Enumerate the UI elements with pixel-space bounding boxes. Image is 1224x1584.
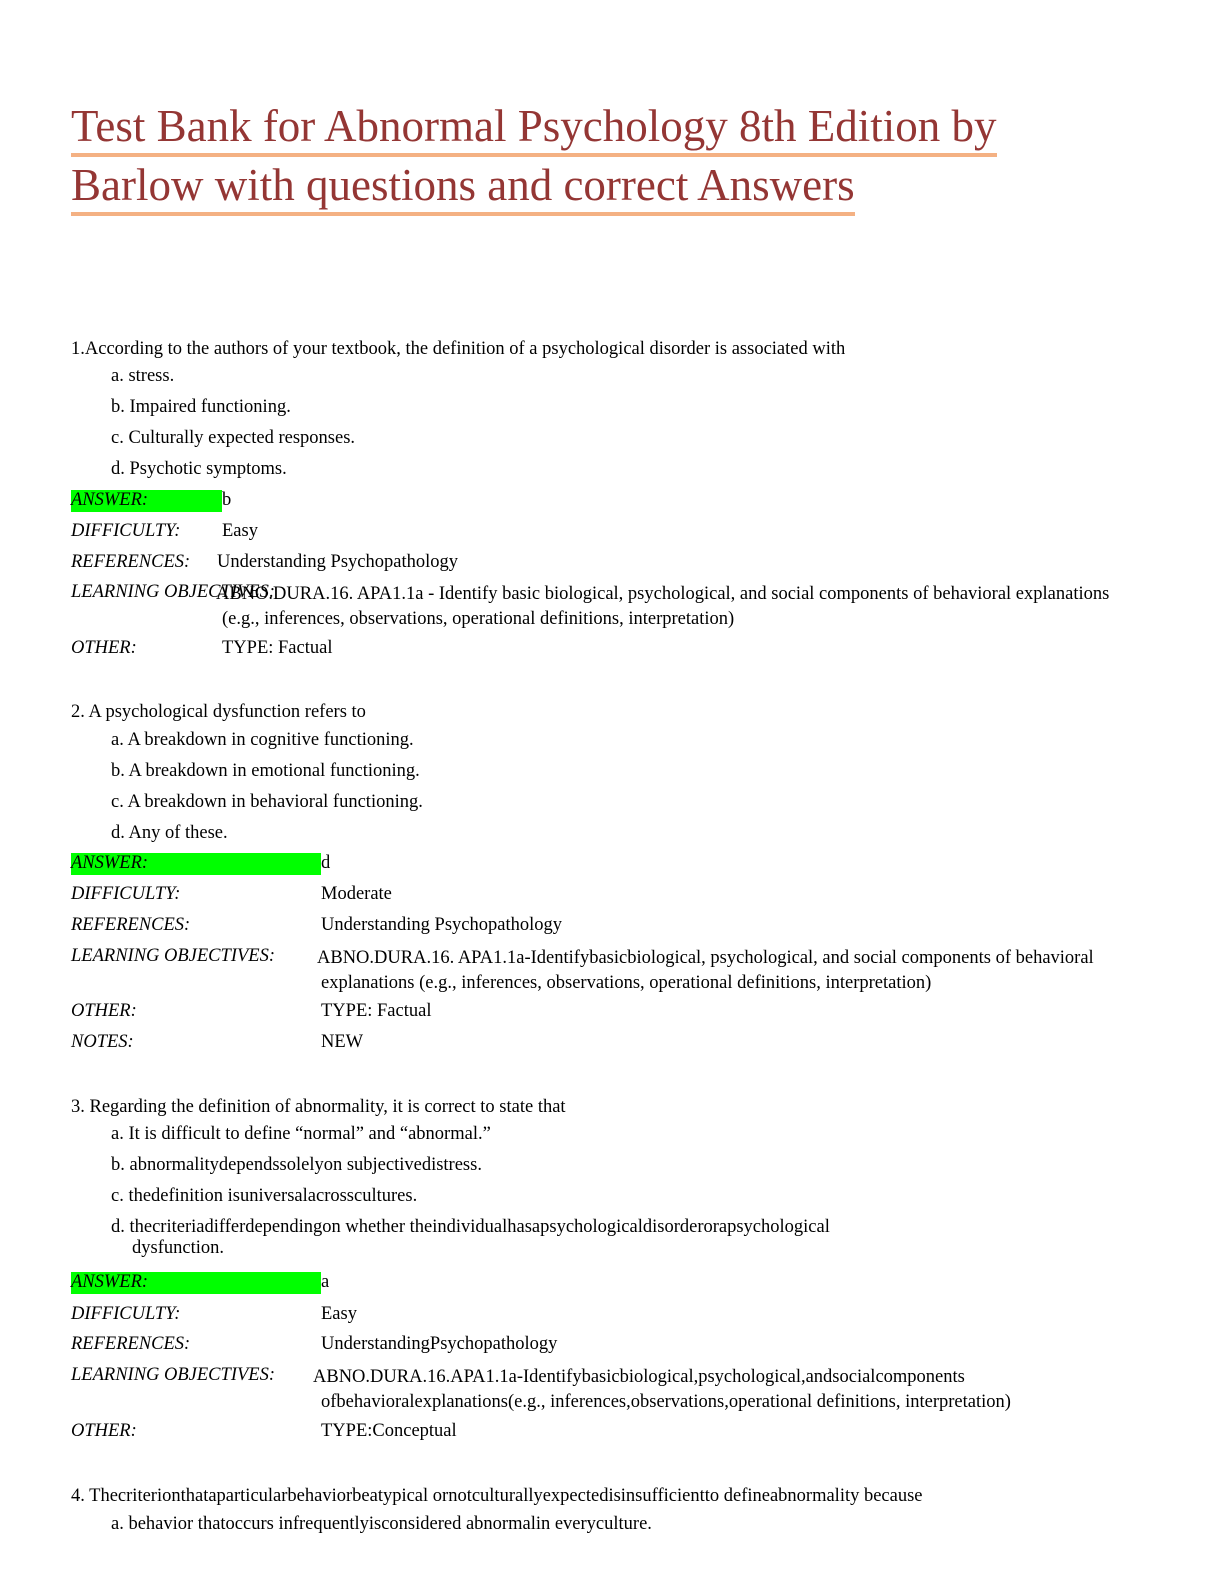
option-a: a. A breakdown in cognitive functioning.: [111, 730, 414, 750]
objectives-value: ABNO.DURA.16. APA1.1a - Identify basic biological, psychological, and social components of behavioral explanations (e.g., inferences, observations, operational definitions, interpretation): [216, 584, 1110, 629]
title-line-2: Barlow with questions and correct Answers: [71, 158, 855, 216]
answer-value: d: [321, 853, 331, 873]
other-value: TYPE:Conceptual: [321, 1421, 457, 1441]
notes-label: NOTES:: [71, 1032, 134, 1052]
question-stem: 2. A psychological dysfunction refers to: [71, 702, 366, 722]
objectives-value: ABNO.DURA.16.APA1.1a-Identifybasicbiological,psychological,andsocialcomponents ofbehavioralexplanations(e.g., inferences,observations,operational definitions, interpretation): [313, 1367, 1011, 1412]
answer-value: a: [321, 1272, 330, 1292]
question-stem: 3. Regarding the definition of abnormality, it is correct to state that: [71, 1097, 566, 1117]
objectives-label: LEARNING OBJECTIVES:: [71, 582, 275, 602]
option-a: a. stress.: [111, 366, 175, 386]
difficulty-value: Moderate: [321, 884, 392, 904]
other-label: OTHER:: [71, 1001, 137, 1021]
option-c: c. A breakdown in behavioral functioning.: [111, 792, 423, 812]
difficulty-label: DIFFICULTY:: [71, 521, 181, 541]
question-stem: 1.According to the authors of your textbook, the definition of a psychological disorder is associated with: [71, 339, 846, 359]
difficulty-value: Easy: [222, 521, 258, 541]
difficulty-label: DIFFICULTY:: [71, 1304, 181, 1324]
answer-label: ANSWER:: [71, 853, 149, 873]
option-c: c. thedefinition isuniversalacrosscultures.: [111, 1186, 418, 1206]
option-d: d. Psychotic symptoms.: [111, 459, 287, 479]
other-value: TYPE: Factual: [321, 1001, 432, 1021]
other-value: TYPE: Factual: [222, 638, 333, 658]
objectives-label: LEARNING OBJECTIVES:: [71, 946, 275, 966]
question-stem: 4. Thecriterionthataparticularbehaviorbeatypical ornotculturallyexpectedisinsufficientto defineabnormality because: [71, 1486, 923, 1506]
other-label: OTHER:: [71, 638, 137, 658]
answer-value: b: [222, 490, 232, 510]
objectives-label: LEARNING OBJECTIVES:: [71, 1365, 275, 1385]
difficulty-label: DIFFICULTY:: [71, 884, 181, 904]
title-line-1: Test Bank for Abnormal Psychology 8th Edition by: [71, 99, 997, 157]
option-c: c. Culturally expected responses.: [111, 428, 356, 448]
references-value: Understanding Psychopathology: [321, 915, 562, 935]
option-d-continued: dysfunction.: [132, 1238, 224, 1258]
difficulty-value: Easy: [321, 1304, 357, 1324]
option-a: a. behavior thatoccurs infrequentlyisconsidered abnormalin everyculture.: [111, 1514, 652, 1534]
option-b: b. Impaired functioning.: [111, 397, 291, 417]
option-b: b. abnormalitydependssolelyon subjectivedistress.: [111, 1155, 482, 1175]
option-b: b. A breakdown in emotional functioning.: [111, 761, 420, 781]
objectives-value: ABNO.DURA.16. APA1.1a-Identifybasicbiological, psychological, and social components of behavioral explanations (e.g., inferences, observations, operational definitions, interpretation): [317, 948, 1094, 993]
references-value: Understanding Psychopathology: [217, 552, 458, 572]
references-value: UnderstandingPsychopathology: [321, 1334, 558, 1354]
option-a: a. It is difficult to define “normal” and “abnormal.”: [111, 1124, 491, 1144]
answer-label: ANSWER:: [71, 1272, 149, 1292]
references-label: REFERENCES:: [71, 915, 191, 935]
references-label: REFERENCES:: [71, 552, 191, 572]
references-label: REFERENCES:: [71, 1334, 191, 1354]
answer-label: ANSWER:: [71, 490, 149, 510]
option-d-text: d. thecriteriadifferdependingon whether theindividualhasapsychologicaldisorderorapsychological: [111, 1217, 830, 1237]
option-d: d. Any of these.: [111, 823, 228, 843]
notes-value: NEW: [321, 1032, 364, 1052]
other-label: OTHER:: [71, 1421, 137, 1441]
document-title: [71, 98, 1161, 216]
option-d: [111, 1217, 830, 1259]
